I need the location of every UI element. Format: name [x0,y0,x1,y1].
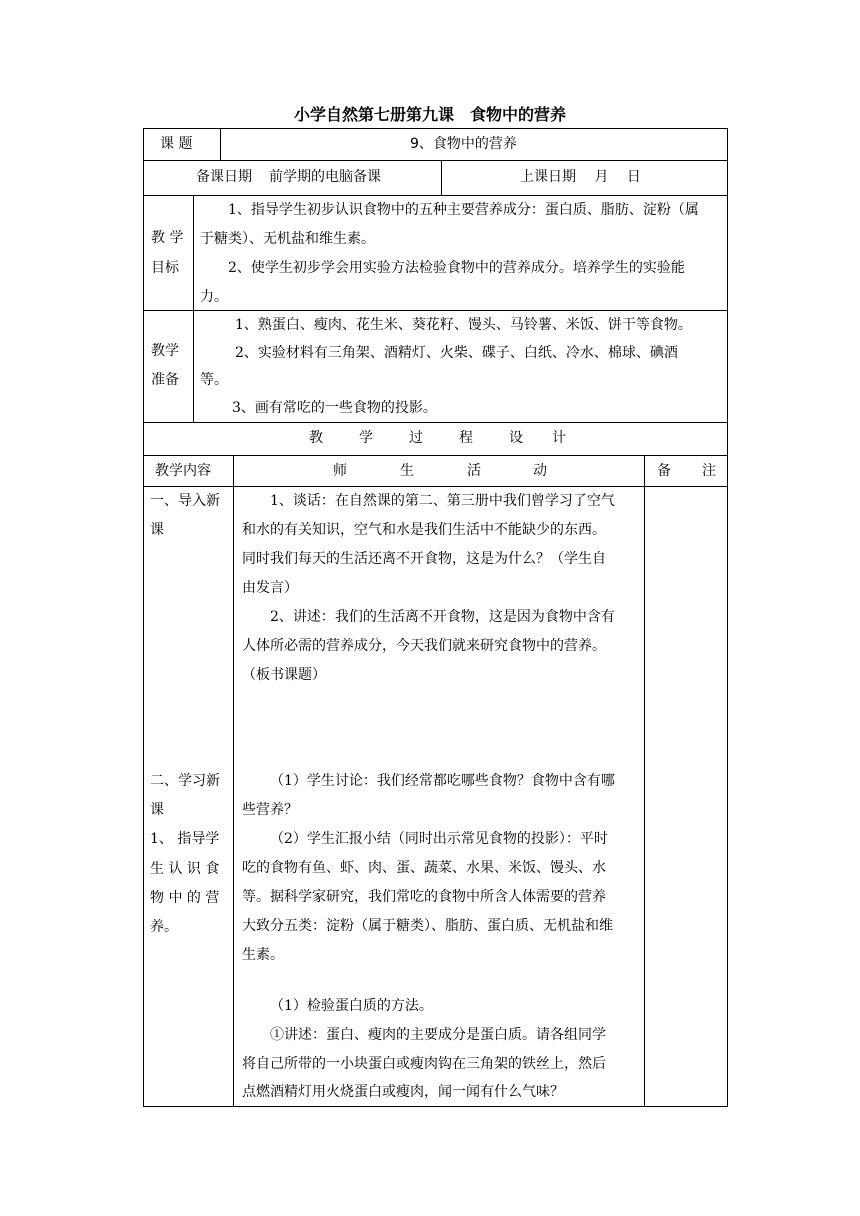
content-item: 1、 指导学 [150,831,220,847]
process-heading-char: 计 [552,430,566,446]
page-title: 小学自然第七册第九课 食物中的营养 [293,105,566,124]
goals-line: 2、使学生初步学会用实验方法检验食物中的营养成分。培养学生的实验能 [214,260,685,276]
topic-value: 9、食物中的营养 [410,136,517,152]
goals-label-line1: 教 学 [151,230,184,246]
activity-line: （1）学生讨论：我们经常都吃哪些食物？食物中含有哪 [270,773,615,789]
hline [143,455,728,456]
column-header-activity-char: 活 [467,463,481,479]
content-item: 养。 [150,919,178,935]
class-date: 上课日期 月 日 [520,169,641,185]
activity-line: 大致分五类：淀粉（属于糖类）、脂肪、蛋白质、无机盐和维 [242,918,613,934]
prep-line: 2、实验材料有三角架、酒精灯、火柴、碟子、白纸、冷水、棉球、碘酒 [235,345,678,361]
activity-line: （板书课题） [242,667,326,683]
column-header-activity-char: 师 [333,463,347,479]
border-right [727,128,728,1107]
activity-line: 些营养？ [242,802,298,818]
content-item: 二、学习新 [150,773,220,789]
prep-label-line1: 教学 [151,343,179,359]
activity-line: 同时我们每天的生活还离不开食物，这是为什么？（学生自 [242,551,606,567]
prep-label-line2: 准备 [151,372,179,388]
activity-line: 2、讲述：我们的生活离不开食物，这是因为食物中含有 [270,609,615,625]
activity-line: 点燃酒精灯用火烧蛋白或瘦肉，闻一闻有什么气味？ [242,1084,564,1100]
content-item: 课 [150,522,164,538]
column-header-activity-char: 生 [400,463,414,479]
prep-line: 等。 [200,372,228,388]
process-heading-char: 教 [309,430,323,446]
goals-line: 1、指导学生初步认识食物中的五种主要营养成分：蛋白质、脂肪、淀粉（属 [214,202,699,218]
activity-line: （1）检验蛋白质的方法。 [270,998,433,1014]
activity-line: 等。据科学家研究，我们常吃的食物中所含人体需要的营养 [242,889,606,905]
prep-date-value: 前学期的电脑备课 [269,169,381,185]
process-heading-char: 过 [409,430,423,446]
content-item: 课 [150,802,164,818]
activity-line: 将自己所带的一小块蛋白或瘦肉钩在三角架的铁丝上，然后 [242,1056,606,1072]
activity-line: （2）学生汇报小结（同时出示常见食物的投影）：平时 [270,831,608,847]
process-heading-char: 设 [509,430,523,446]
process-heading-char: 程 [459,430,473,446]
process-heading-char: 学 [359,430,373,446]
topic-label: 课 题 [160,136,193,152]
content-item: 物 中 的 营 [150,890,220,906]
vline-notes [644,455,645,1106]
hline [143,160,728,161]
vline-goals [193,195,194,422]
prep-line: 1、熟蛋白、瘦肉、花生米、葵花籽、馒头、马铃薯、米饭、饼干等食物。 [235,317,692,333]
activity-line: 和水的有关知识，空气和水是我们生活中不能缺少的东西。 [242,522,606,538]
hline [143,128,728,129]
activity-line: ①讲述：蛋白、瘦肉的主要成分是蛋白质。请各组同学 [270,1027,606,1043]
border-left [143,128,144,1107]
vline-date [441,160,442,195]
vline-topic [220,128,221,160]
activity-line: 生素。 [242,947,284,963]
activity-line: 1、谈话：在自然课的第二、第三册中我们曾学习了空气 [270,493,615,509]
prep-date-label: 备课日期 [196,169,252,185]
activity-line: 吃的食物有鱼、虾、肉、蛋、蔬菜、水果、米饭、馒头、水 [242,860,606,876]
goals-line: 力。 [200,289,228,305]
column-header-notes-char: 备 [657,463,671,479]
activity-line: 人体所必需的营养成分，今天我们就来研究食物中的营养。 [242,638,606,654]
activity-line: 由发言） [242,580,298,596]
column-header-activity-char: 动 [533,463,547,479]
content-item: 一、导入新 [150,493,220,509]
goals-label-line2: 目标 [151,260,179,276]
vline-content [233,455,234,1106]
column-header-notes-char: 注 [702,463,716,479]
goals-line: 于糖类）、无机盐和维生素。 [200,231,375,247]
prep-line: 3、画有常吃的一些食物的投影。 [232,400,437,416]
content-item: 生 认 识 食 [150,861,220,877]
column-header-content: 教学内容 [155,463,211,479]
